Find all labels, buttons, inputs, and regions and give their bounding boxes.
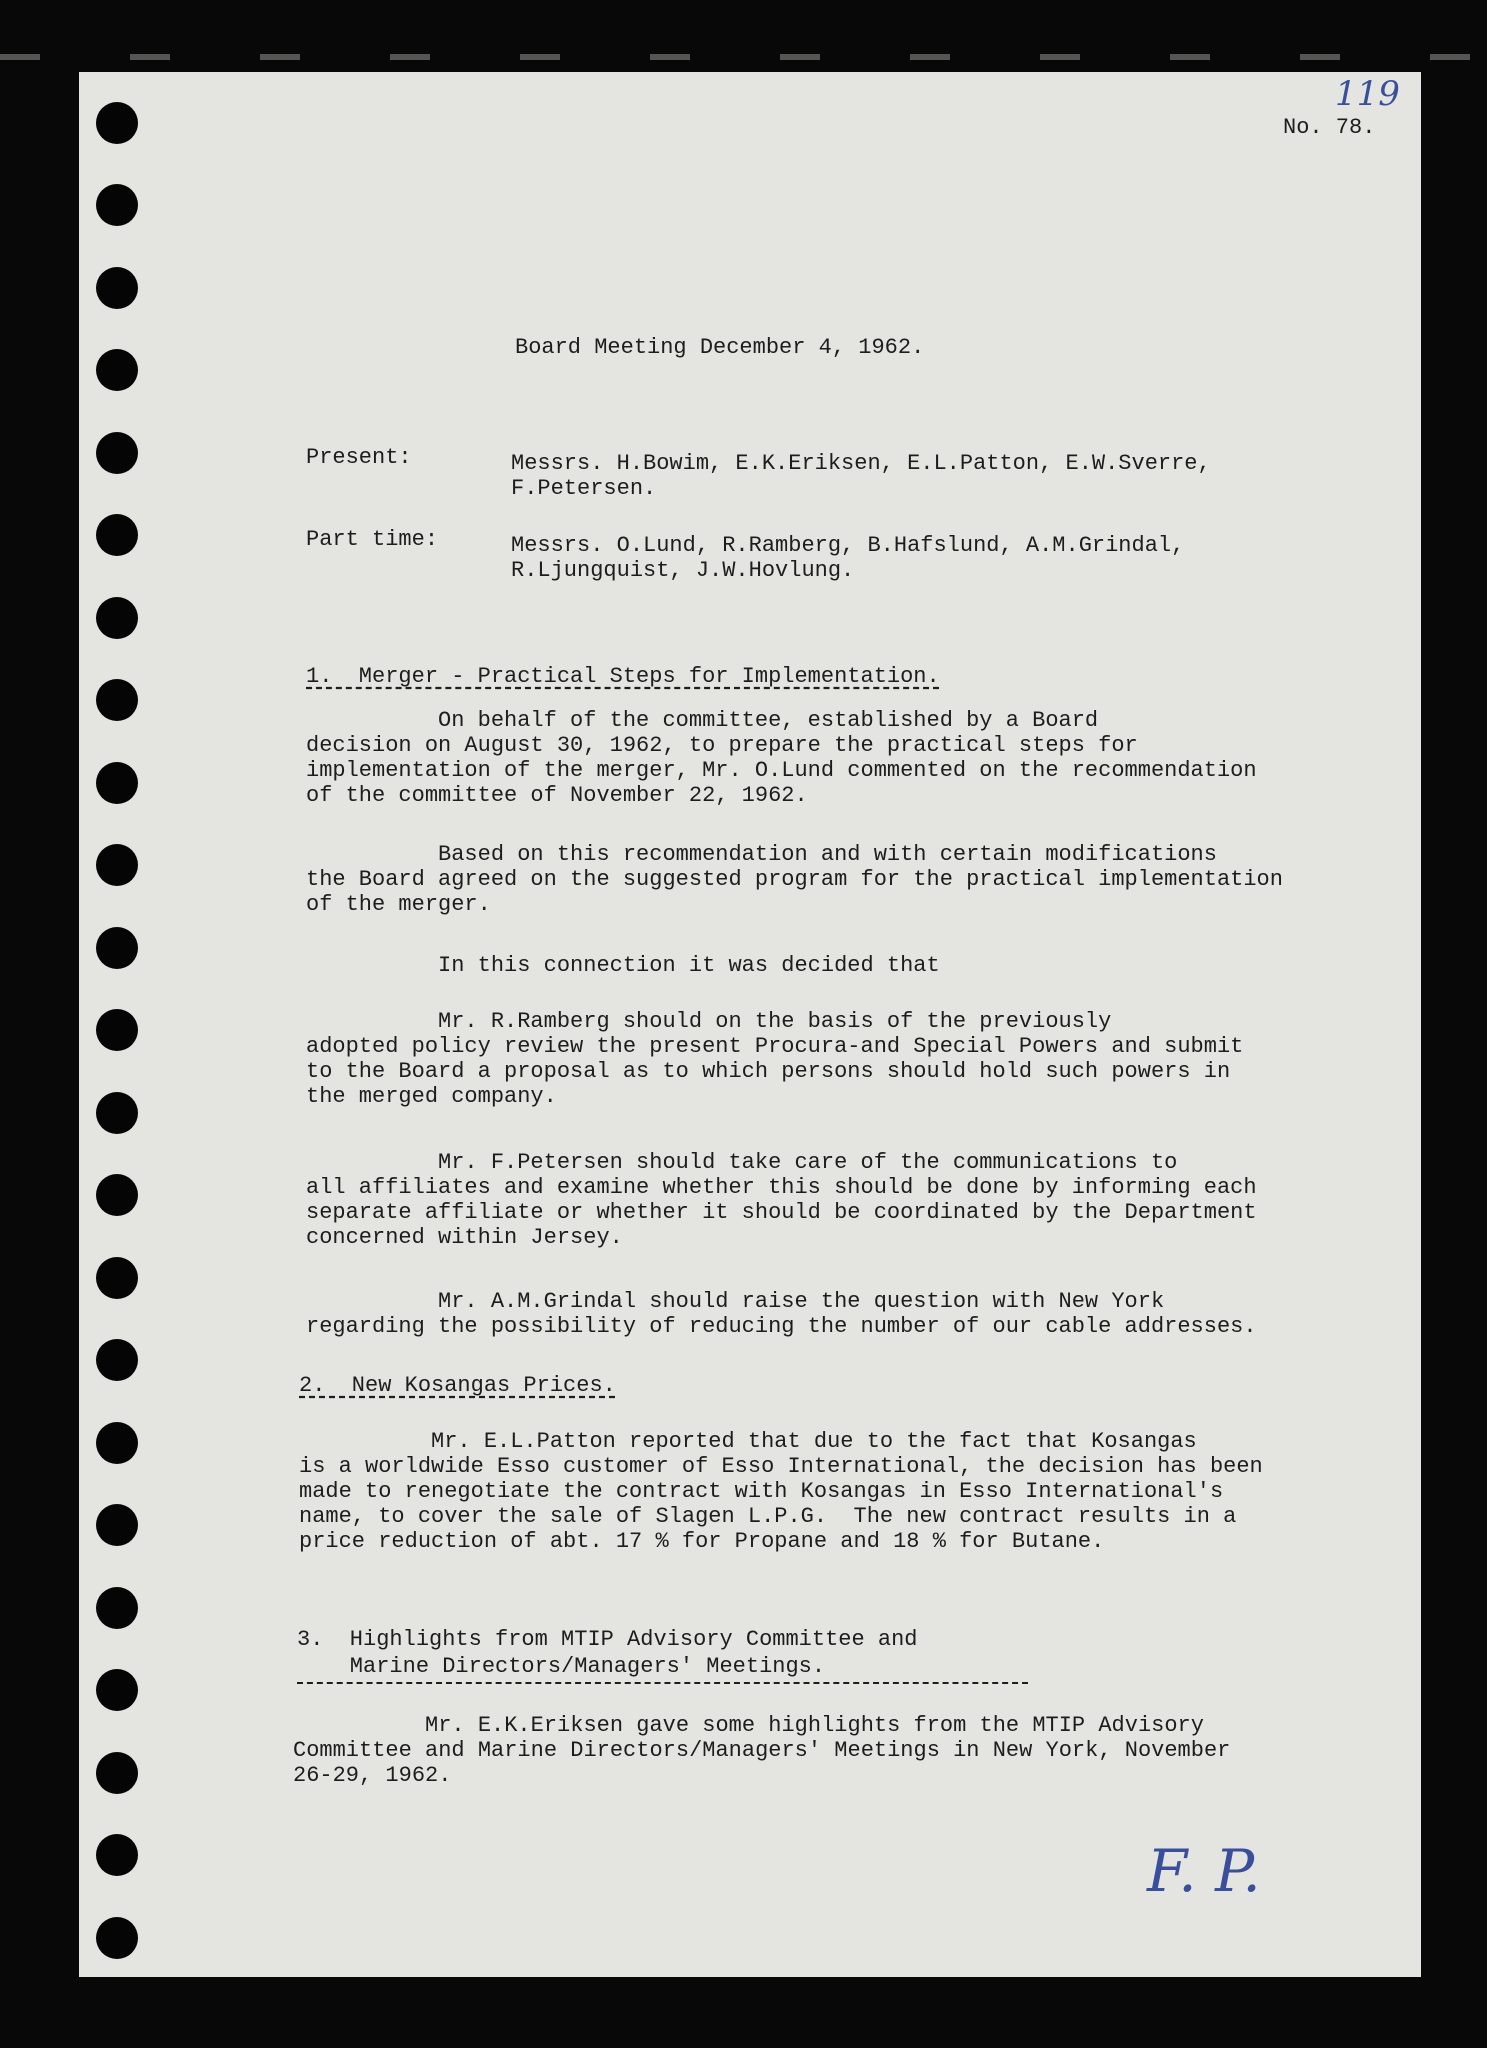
paragraph-line: Mr. E.K.Eriksen gave some highlights from the MTIP Advisory xyxy=(293,1713,1204,1738)
binder-hole xyxy=(96,1009,138,1051)
paragraph-line: the merged company. xyxy=(306,1084,557,1109)
section-heading: 3. Highlights from MTIP Advisory Committee and xyxy=(297,1627,918,1652)
paragraph-line: Committee and Marine Directors/Managers' Meetings in New York, November xyxy=(293,1738,1231,1763)
paragraph-line: all affiliates and examine whether this should be done by informing each xyxy=(306,1175,1257,1200)
paragraph-line: 26-29, 1962. xyxy=(293,1763,452,1788)
binder-hole xyxy=(96,184,138,226)
binder-hole xyxy=(96,349,138,391)
binder-hole xyxy=(96,1669,138,1711)
paragraph-line: Mr. A.M.Grindal should raise the question with New York xyxy=(306,1289,1165,1314)
binder-hole xyxy=(96,762,138,804)
handwritten-page-number: 119 xyxy=(1335,74,1400,114)
paragraph-line: In this connection it was decided that xyxy=(306,953,940,978)
paragraph-line: made to renegotiate the contract with Kosangas in Esso International's xyxy=(299,1479,1224,1504)
binder-hole xyxy=(96,844,138,886)
binder-hole xyxy=(96,1504,138,1546)
binder-edge xyxy=(0,54,1487,60)
handwritten-initials: F. P. xyxy=(1147,1837,1261,1905)
paragraph-line: the Board agreed on the suggested program for the practical implementation xyxy=(306,867,1283,892)
present-label: Present: xyxy=(306,445,412,470)
paragraph-line: decision on August 30, 1962, to prepare the practical steps for xyxy=(306,733,1138,758)
paragraph-line: price reduction of abt. 17 % for Propane and 18 % for Butane. xyxy=(299,1529,1105,1554)
present-names-line: F.Petersen. xyxy=(511,476,657,501)
part-time-names-line: Messrs. O.Lund, R.Ramberg, B.Hafslund, A.M.Grindal, xyxy=(511,533,1185,558)
binder-hole xyxy=(96,1174,138,1216)
binder-hole xyxy=(96,1834,138,1876)
binder-hole xyxy=(96,1092,138,1134)
paragraph-line: to the Board a proposal as to which persons should hold such powers in xyxy=(306,1059,1231,1084)
paragraph-line: Mr. R.Ramberg should on the basis of the previously xyxy=(306,1009,1112,1034)
binder-hole xyxy=(96,514,138,556)
document-number: No. 78. xyxy=(1283,115,1376,140)
binder-hole xyxy=(96,1752,138,1794)
paragraph-line: name, to cover the sale of Slagen L.P.G. The new contract results in a xyxy=(299,1504,1237,1529)
part-time-label: Part time: xyxy=(306,527,439,552)
binder-hole xyxy=(96,267,138,309)
paragraph-line: adopted policy review the present Procura-and Special Powers and submit xyxy=(306,1034,1244,1059)
binder-hole xyxy=(96,679,138,721)
paragraph-line: Mr. E.L.Patton reported that due to the fact that Kosangas xyxy=(299,1429,1197,1454)
section-heading: 1. Merger - Practical Steps for Implementation. xyxy=(306,664,940,689)
binder-hole xyxy=(96,1587,138,1629)
present-names-line: Messrs. H.Bowim, E.K.Eriksen, E.L.Patton, E.W.Sverre, xyxy=(511,451,1211,476)
heading-underline xyxy=(297,1682,1028,1684)
binder-hole xyxy=(96,432,138,474)
meeting-title: Board Meeting December 4, 1962. xyxy=(515,335,925,360)
paragraph-line: On behalf of the committee, established by a Board xyxy=(306,708,1099,733)
section-heading: 2. New Kosangas Prices. xyxy=(299,1373,616,1398)
paragraph-line: of the merger. xyxy=(306,892,491,917)
binder-hole xyxy=(96,1339,138,1381)
paragraph-line: Mr. F.Petersen should take care of the communications to xyxy=(306,1150,1178,1175)
binder-hole xyxy=(96,1917,138,1959)
part-time-names-line: R.Ljungquist, J.W.Hovlung. xyxy=(511,558,855,583)
binder-hole xyxy=(96,1422,138,1464)
paragraph-line: regarding the possibility of reducing the number of our cable addresses. xyxy=(306,1314,1257,1339)
binder-hole xyxy=(96,597,138,639)
paragraph-line: implementation of the merger, Mr. O.Lund commented on the recommendation xyxy=(306,758,1257,783)
binder-hole xyxy=(96,927,138,969)
section-heading: Marine Directors/Managers' Meetings. xyxy=(297,1654,826,1679)
paragraph-line: concerned within Jersey. xyxy=(306,1225,623,1250)
paragraph-line: is a worldwide Esso customer of Esso International, the decision has been xyxy=(299,1454,1263,1479)
paragraph-line: of the committee of November 22, 1962. xyxy=(306,783,808,808)
document-page xyxy=(79,72,1421,1977)
binder-hole xyxy=(96,102,138,144)
binder-hole xyxy=(96,1257,138,1299)
paragraph-line: separate affiliate or whether it should be coordinated by the Department xyxy=(306,1200,1257,1225)
paragraph-line: Based on this recommendation and with certain modifications xyxy=(306,842,1217,867)
